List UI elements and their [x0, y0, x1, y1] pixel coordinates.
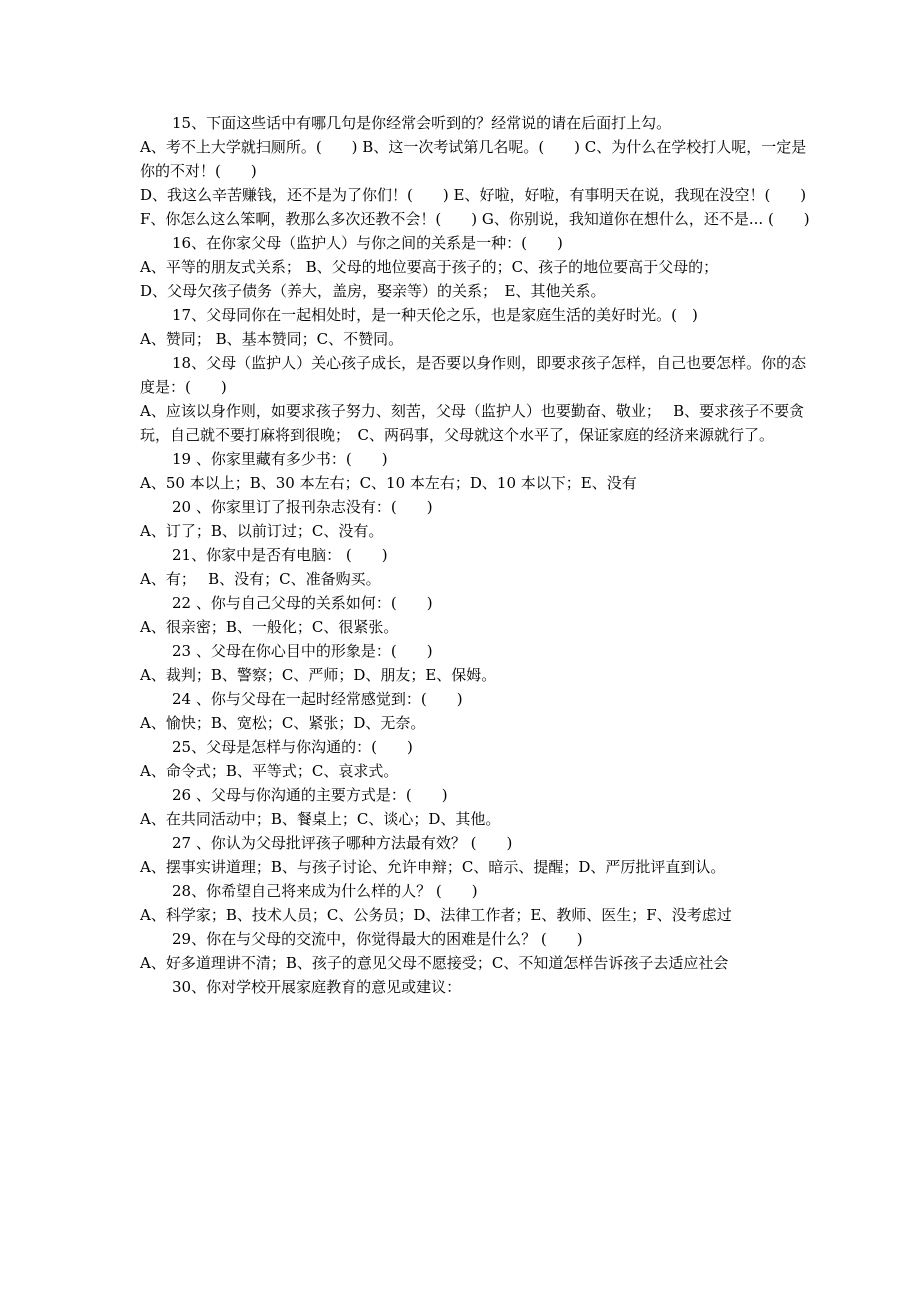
- question-20-options: A、订了；B、以前订过；C、没有。: [140, 522, 384, 540]
- question-26-options: A、在共同活动中；B、餐桌上；C、谈心；D、其他。: [140, 810, 501, 828]
- question-22-options: A、很亲密；B、一般化；C、很紧张。: [140, 618, 399, 636]
- question-22: 22 、你与自己父母的关系如何：( ): [172, 594, 433, 612]
- question-29: 29、你在与父母的交流中，你觉得最大的困难是什么？ ( ): [172, 930, 583, 948]
- question-18: 18、父母（监护人）关心孩子成长，是否要以身作则，即要求孩子怎样，自己也要怎样。你的态度是：( ): [140, 354, 807, 396]
- question-27-options: A、摆事实讲道理；B、与孩子讨论、允许申辩；C、暗示、提醒；D、严厉批评直到认。: [140, 858, 726, 876]
- questionnaire-body: [140, 111, 812, 999]
- question-20: 20 、你家里订了报刊杂志没有：( ): [172, 498, 433, 516]
- question-27: 27 、你认为父母批评孩子哪种方法最有效？ ( ): [172, 834, 513, 852]
- question-29-options: A、好多道理讲不清；B、孩子的意见父母不愿接受；C、不知道怎样告诉孩子去适应社会: [140, 954, 729, 972]
- question-19: 19 、你家里藏有多少书：( ): [172, 450, 388, 468]
- question-23-options: A、裁判；B、警察；C、严师；D、朋友；E、保姆。: [140, 666, 497, 684]
- question-28-options: A、科学家；B、技术人员；C、公务员；D、法律工作者；E、教师、医生；F、没考虑过: [140, 906, 732, 924]
- question-24: 24 、你与父母在一起时经常感觉到：( ): [172, 690, 463, 708]
- question-15-options-d-g: D、我这么辛苦赚钱，还不是为了你们！( ) E、好啦，好啦，有事明天在说，我现在没空！( ) F、你怎么这么笨啊，教那么多次还教不会！( ) G、你别说，我知道你在想什么，还不是... ( ): [140, 186, 810, 228]
- question-25: 25、父母是怎样与你沟通的：( ): [172, 738, 413, 756]
- question-24-options: A、愉快；B、宽松；C、紧张；D、无奈。: [140, 714, 426, 732]
- question-17: 17、父母同你在一起相处时，是一种天伦之乐，也是家庭生活的美好时光。( ): [172, 306, 698, 324]
- question-30: 30、你对学校开展家庭教育的意见或建议：: [172, 978, 462, 996]
- question-16: 16、在你家父母（监护人）与你之间的关系是一种：( ): [172, 234, 563, 252]
- question-17-options: A、赞同； B、基本赞同；C、不赞同。: [140, 330, 404, 348]
- question-23: 23 、父母在你心目中的形象是：( ): [172, 642, 433, 660]
- question-16-options-a-c: A、平等的朋友式关系； B、父母的地位要高于孩子的；C、孩子的地位要高于父母的；: [140, 258, 719, 276]
- question-15: 15、下面这些话中有哪几句是你经常会听到的？经常说的请在后面打上勾。: [172, 114, 672, 132]
- question-21: 21、你家中是否有电脑： ( ): [172, 546, 388, 564]
- question-25-options: A、命令式；B、平等式；C、哀求式。: [140, 762, 399, 780]
- question-28: 28、你希望自己将来成为什么样的人？ ( ): [172, 882, 478, 900]
- question-18-options: A、应该以身作则，如要求孩子努力、刻苦，父母（监护人）也要勤奋、敬业； B、要求孩子不要贪玩，自己就不要打麻将到很晚； C、两码事，父母就这个水平了，保证家庭的经济来源就行了。: [140, 402, 805, 444]
- question-15-options-a-c: A、考不上大学就扫厕所。( ) B、这一次考试第几名呢。( ) C、为什么在学校打人呢，一定是你的不对！( ): [140, 138, 807, 180]
- question-21-options: A、有； B、没有；C、准备购买。: [140, 570, 381, 588]
- question-26: 26 、父母与你沟通的主要方式是：( ): [172, 786, 448, 804]
- question-19-options: A、50 本以上；B、30 本左右；C、10 本左右；D、10 本以下；E、没有: [140, 474, 637, 492]
- question-16-options-d-e: D、父母欠孩子债务（养大，盖房，娶亲等）的关系； E、其他关系。: [140, 282, 606, 300]
